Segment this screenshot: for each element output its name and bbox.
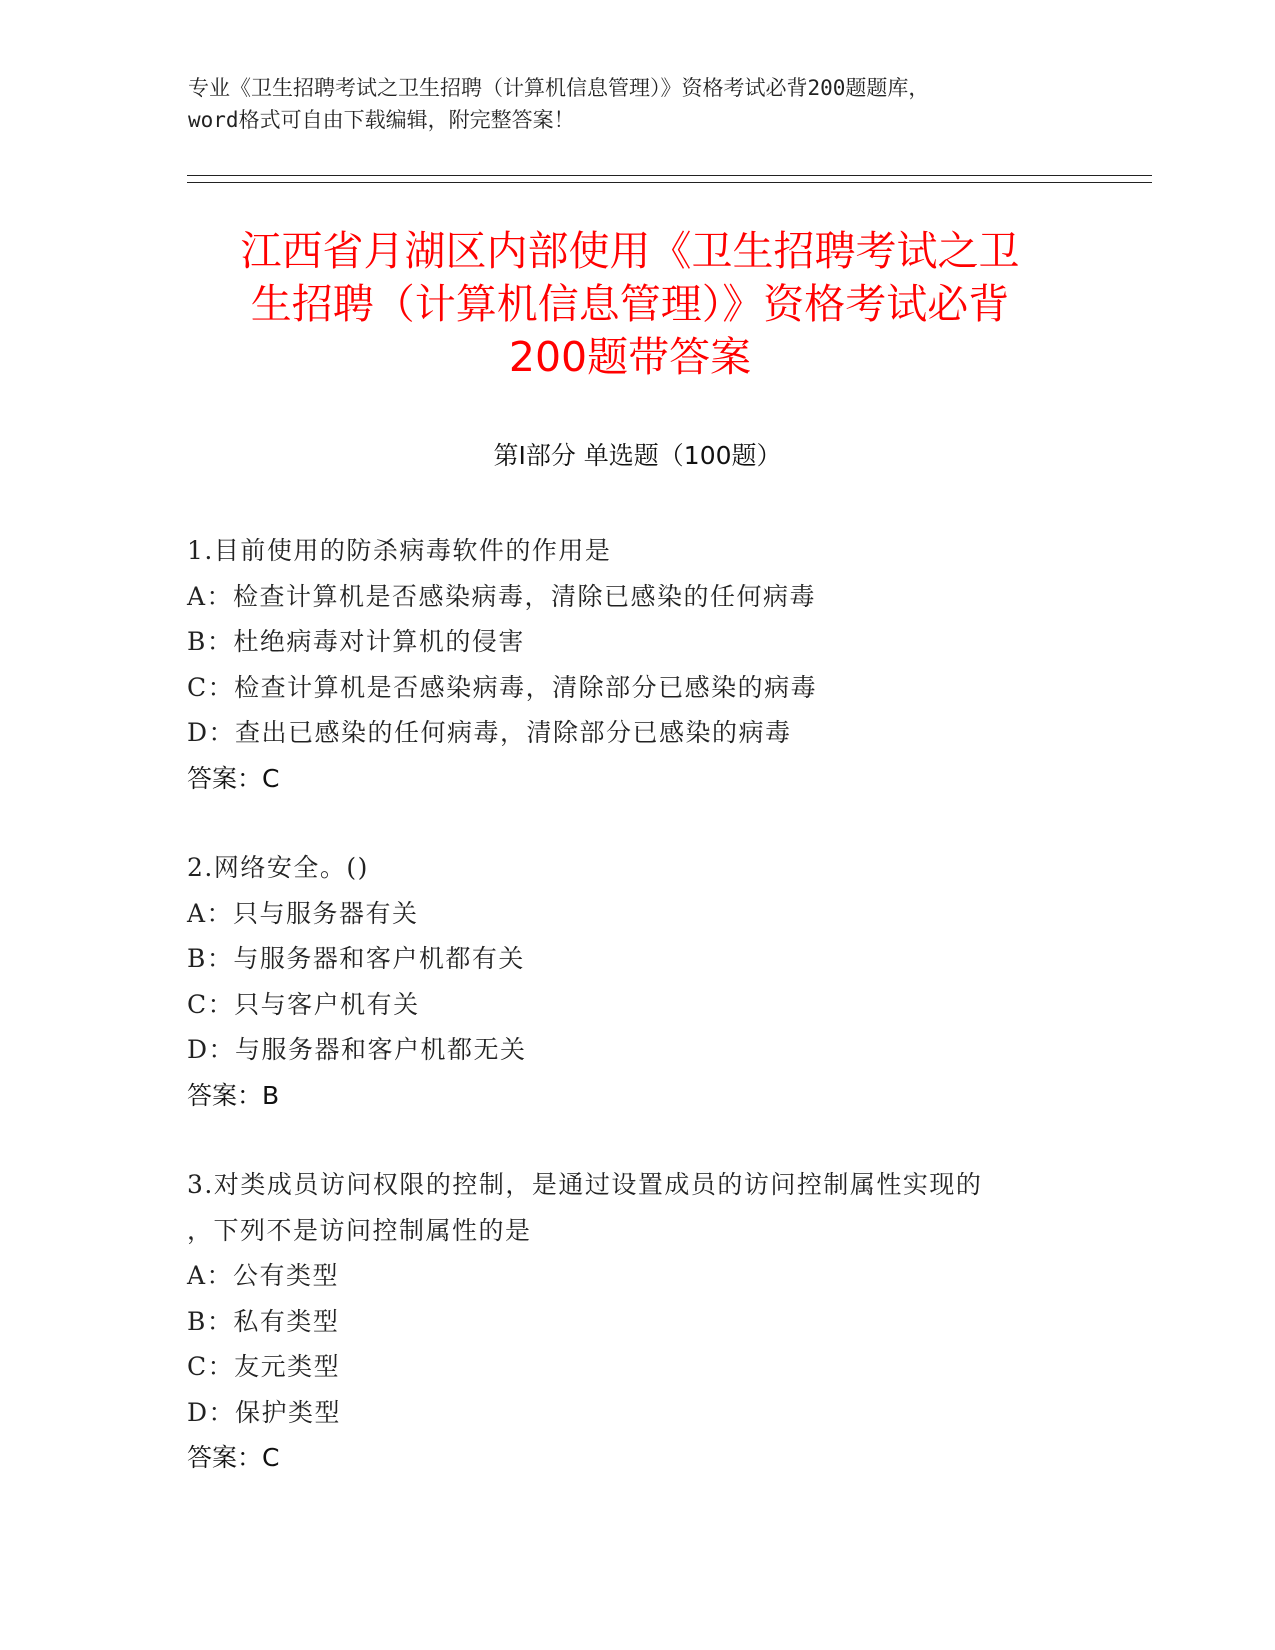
question-3 bbox=[187, 1162, 1087, 1481]
header-rule-bottom bbox=[187, 182, 1152, 183]
option-c: C：检查计算机是否感染病毒，清除部分已感染的病毒 bbox=[187, 672, 818, 702]
title-line-2: 生招聘（计算机信息管理）》资格考试必背 bbox=[250, 280, 1010, 328]
option-a: A：公有类型 bbox=[187, 1261, 340, 1290]
option-d: D：保护类型 bbox=[187, 1397, 342, 1427]
question-1 bbox=[187, 528, 1087, 801]
answer-line: 答案：B bbox=[187, 1080, 280, 1110]
question-list bbox=[187, 528, 1087, 1525]
option-c: C：友元类型 bbox=[187, 1352, 341, 1381]
question-stem: 2.网络安全。() bbox=[187, 853, 369, 882]
option-b: B：私有类型 bbox=[187, 1306, 340, 1336]
question-stem-continued: ，下列不是访问控制属性的是 bbox=[187, 1215, 532, 1245]
document-title bbox=[180, 225, 1080, 384]
option-d: D：查出已感染的任何病毒，清除部分已感染的病毒 bbox=[187, 718, 792, 747]
option-c: C：只与客户机有关 bbox=[187, 989, 420, 1019]
question-2 bbox=[187, 845, 1087, 1118]
option-b: B：杜绝病毒对计算机的侵害 bbox=[187, 627, 525, 656]
document-header bbox=[188, 72, 1088, 136]
header-rule-top bbox=[187, 175, 1152, 176]
section-heading: 第Ⅰ部分 单选题（100题） bbox=[493, 441, 782, 470]
answer-line: 答案：C bbox=[187, 1443, 280, 1472]
title-line-1: 江西省月湖区内部使用《卫生招聘考试之卫 bbox=[240, 227, 1020, 275]
question-stem: 3.对类成员访问权限的控制，是通过设置成员的访问控制属性实现的 bbox=[187, 1170, 983, 1199]
option-d: D：与服务器和客户机都无关 bbox=[187, 1035, 527, 1064]
answer-line: 答案：C bbox=[187, 763, 280, 793]
header-line-2: word格式可自由下载编辑，附完整答案！ bbox=[188, 108, 575, 132]
option-a: A：检查计算机是否感染病毒，清除已感染的任何病毒 bbox=[187, 581, 817, 611]
option-a: A：只与服务器有关 bbox=[187, 898, 419, 928]
question-stem: 1.目前使用的防杀病毒软件的作用是 bbox=[187, 536, 612, 565]
header-line-1: 专业《卫生招聘考试之卫生招聘（计算机信息管理）》资格考试必背200题题库， bbox=[188, 76, 930, 100]
option-b: B：与服务器和客户机都有关 bbox=[187, 944, 525, 973]
title-line-3: 200题带答案 bbox=[508, 333, 752, 381]
